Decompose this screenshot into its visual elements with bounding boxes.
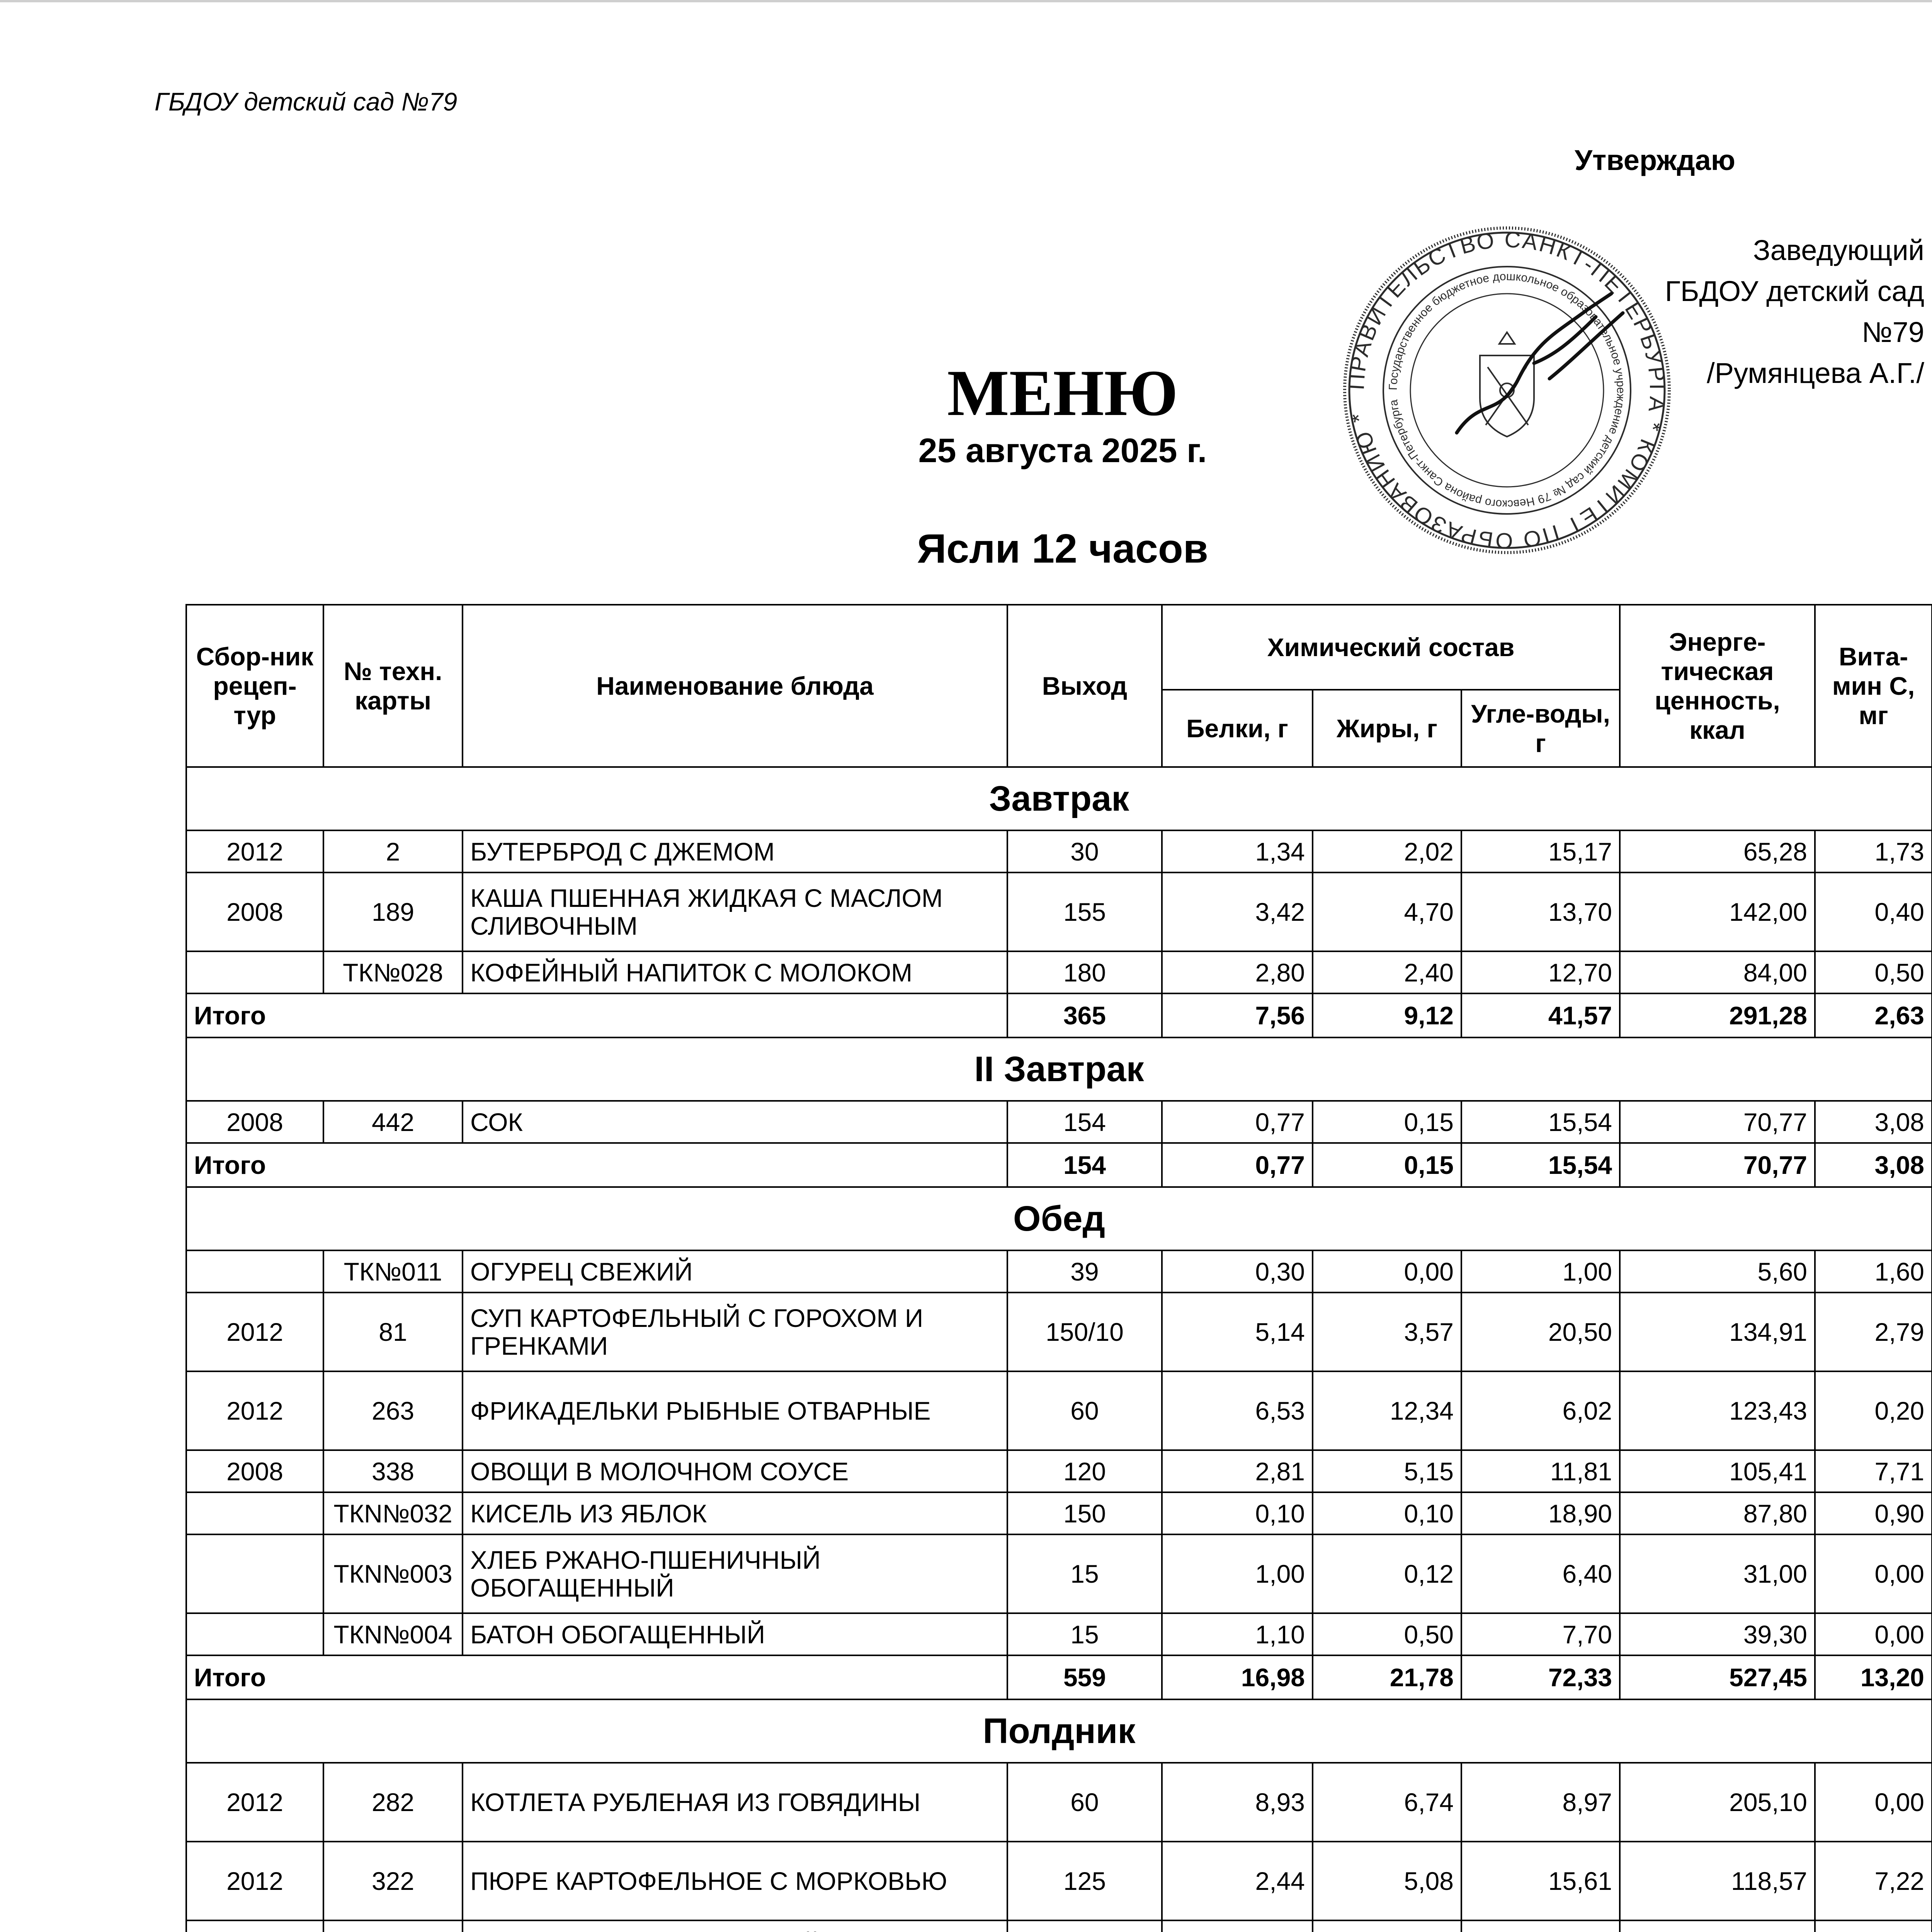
energy-cell: 5,60 — [1620, 1250, 1815, 1293]
yield-cell: 15 — [1007, 1534, 1162, 1613]
protein-cell: 0,30 — [1162, 1250, 1313, 1293]
header-dish-name: Наименование блюда — [463, 605, 1007, 767]
tech-card-cell: ТК№011 — [323, 1250, 463, 1293]
carbs-cell: 6,02 — [1461, 1371, 1620, 1450]
table-row — [186, 1842, 1932, 1920]
dish-name-cell: ОВОЩИ В МОЛОЧНОМ СОУСЕ — [463, 1450, 1007, 1492]
document-title: МЕНЮ — [947, 357, 1178, 429]
yield-cell: 39 — [1007, 1250, 1162, 1293]
carbs-cell: 13,70 — [1461, 872, 1620, 951]
recipe-book-cell: 2008 — [186, 1101, 323, 1143]
fat-cell: 0,10 — [1313, 1492, 1461, 1534]
section-row — [186, 1037, 1932, 1101]
energy-cell: 142,00 — [1620, 872, 1815, 951]
total-energy: 527,45 — [1620, 1655, 1815, 1699]
energy-cell: 39,30 — [1620, 1613, 1815, 1655]
carbs-cell: 15,61 — [1461, 1842, 1620, 1920]
table-row — [186, 1534, 1932, 1613]
tech-card-cell: ТКN№003 — [323, 1534, 463, 1613]
fat-cell: 5,15 — [1313, 1450, 1461, 1492]
tech-card-cell — [323, 1920, 463, 1932]
yield-cell: 60 — [1007, 1371, 1162, 1450]
organization-name: ГБДОУ детский сад №79 — [155, 87, 457, 116]
fat-cell: 3,57 — [1313, 1293, 1461, 1371]
table-row — [186, 1101, 1932, 1143]
vitamin-cell: 7,71 — [1815, 1450, 1932, 1492]
carbs-cell: 15,54 — [1461, 1101, 1620, 1143]
total-energy: 291,28 — [1620, 993, 1815, 1037]
energy-cell: 105,41 — [1620, 1450, 1815, 1492]
energy-cell: 205,10 — [1620, 1763, 1815, 1842]
table-row — [186, 830, 1932, 872]
approval-line: ГБДОУ детский сад №79 — [1665, 275, 1924, 348]
coat-of-arms-icon — [1480, 332, 1534, 437]
header-energy: Энерге-тическая ценность, ккал — [1620, 605, 1815, 767]
menu-body — [186, 767, 1932, 1932]
total-fat: 9,12 — [1313, 993, 1461, 1037]
carbs-cell: 15,17 — [1461, 830, 1620, 872]
fat-cell: 0,15 — [1313, 1101, 1461, 1143]
vitamin-cell: 2,79 — [1815, 1293, 1932, 1371]
yield-cell: 125 — [1007, 1842, 1162, 1920]
tech-card-cell: 282 — [323, 1763, 463, 1842]
total-fat: 21,78 — [1313, 1655, 1461, 1699]
recipe-book-cell — [186, 951, 323, 993]
section-row — [186, 1699, 1932, 1763]
dish-name-cell: БУТЕРБРОД С ДЖЕМОМ — [463, 830, 1007, 872]
fat-cell: 0,12 — [1313, 1534, 1461, 1613]
total-carbs: 41,57 — [1461, 993, 1620, 1037]
dish-name-cell: СУП КАРТОФЕЛЬНЫЙ С ГОРОХОМ И ГРЕНКАМИ — [463, 1293, 1007, 1371]
fat-cell: 5,08 — [1313, 1842, 1461, 1920]
carbs-cell — [1461, 1920, 1620, 1932]
yield-cell: 60 — [1007, 1763, 1162, 1842]
official-stamp — [1318, 216, 1696, 564]
yield-cell: 15 — [1007, 1613, 1162, 1655]
vitamin-cell: 0,90 — [1815, 1492, 1932, 1534]
carbs-cell: 7,70 — [1461, 1613, 1620, 1655]
total-yield: 559 — [1007, 1655, 1162, 1699]
tech-card-cell: ТКN№032 — [323, 1492, 463, 1534]
tech-card-cell: 338 — [323, 1450, 463, 1492]
group-name: Ясли 12 часов — [917, 526, 1208, 571]
energy-cell: 31,00 — [1620, 1534, 1815, 1613]
recipe-book-cell: 2012 — [186, 830, 323, 872]
dish-name-cell: ОГУРЕЦ СВЕЖИЙ — [463, 1250, 1007, 1293]
total-label: Итого — [186, 1143, 1007, 1187]
total-vitamin: 3,08 — [1815, 1143, 1932, 1187]
table-row — [186, 1763, 1932, 1842]
total-row — [186, 993, 1932, 1037]
dish-name-cell: КОТЛЕТА РУБЛЕНАЯ ИЗ ГОВЯДИНЫ — [463, 1763, 1007, 1842]
total-row — [186, 1143, 1932, 1187]
recipe-book-cell — [186, 1920, 323, 1932]
total-carbs: 72,33 — [1461, 1655, 1620, 1699]
header-carbs: Угле-воды, г — [1461, 690, 1620, 767]
fat-cell — [1313, 1920, 1461, 1932]
fat-cell: 2,40 — [1313, 951, 1461, 993]
total-yield: 365 — [1007, 993, 1162, 1037]
stamp-inner-text: Государственное бюджетное дошкольное образовательное учреждение детский сад № 79 Невского района Санкт-Петербурга — [1386, 270, 1628, 511]
recipe-book-cell — [186, 1250, 323, 1293]
protein-cell: 8,93 — [1162, 1763, 1313, 1842]
vitamin-cell: 0,50 — [1815, 951, 1932, 993]
tech-card-cell: 2 — [323, 830, 463, 872]
tech-card-cell: ТКN№004 — [323, 1613, 463, 1655]
energy-cell: 84,00 — [1620, 951, 1815, 993]
yield-cell: 120 — [1007, 1450, 1162, 1492]
carbs-cell: 8,97 — [1461, 1763, 1620, 1842]
protein-cell: 2,80 — [1162, 951, 1313, 993]
yield-cell: 30 — [1007, 830, 1162, 872]
tech-card-cell: 442 — [323, 1101, 463, 1143]
total-fat: 0,15 — [1313, 1143, 1461, 1187]
header-chemical-composition: Химический состав — [1162, 605, 1620, 690]
tech-card-cell: 263 — [323, 1371, 463, 1450]
table-row — [186, 1450, 1932, 1492]
protein-cell: 1,00 — [1162, 1534, 1313, 1613]
approval-line: /Румянцева А.Г./ — [1707, 357, 1924, 389]
section-row — [186, 767, 1932, 830]
carbs-cell: 20,50 — [1461, 1293, 1620, 1371]
total-protein: 16,98 — [1162, 1655, 1313, 1699]
table-row — [186, 1613, 1932, 1655]
protein-cell: 2,81 — [1162, 1450, 1313, 1492]
carbs-cell: 12,70 — [1461, 951, 1620, 993]
energy-cell: 87,80 — [1620, 1492, 1815, 1534]
stamp-outer-text: ПРАВИТЕЛЬСТВО САНКТ-ПЕТЕРБУРГА * КОМИТЕТ ПО ОБРАЗОВАНИЮ * — [1344, 227, 1670, 554]
dish-name-cell: ПЮРЕ КАРТОФЕЛЬНОЕ С МОРКОВЬЮ — [463, 1842, 1007, 1920]
recipe-book-cell: 2012 — [186, 1371, 323, 1450]
dish-name-cell: БАТОН ОБОГАЩЕННЫЙ — [463, 1613, 1007, 1655]
carbs-cell: 18,90 — [1461, 1492, 1620, 1534]
energy-cell: 118,57 — [1620, 1842, 1815, 1920]
fat-cell: 6,74 — [1313, 1763, 1461, 1842]
protein-cell: 1,10 — [1162, 1613, 1313, 1655]
section-title: Обед — [186, 1187, 1932, 1250]
section-title: II Завтрак — [186, 1037, 1932, 1101]
protein-cell: 5,14 — [1162, 1293, 1313, 1371]
total-vitamin: 2,63 — [1815, 993, 1932, 1037]
total-energy: 70,77 — [1620, 1143, 1815, 1187]
vitamin-cell: 0,20 — [1815, 1371, 1932, 1450]
yield-cell: 180 — [1007, 951, 1162, 993]
dish-name-cell: ХЛЕБ РЖАНО-ПШЕНИЧНЫЙ ОБОГАЩЕННЫЙ — [463, 1534, 1007, 1613]
protein-cell: 6,53 — [1162, 1371, 1313, 1450]
protein-cell — [1162, 1920, 1313, 1932]
vitamin-cell: 0,00 — [1815, 1534, 1932, 1613]
energy-cell — [1620, 1920, 1815, 1932]
protein-cell: 2,44 — [1162, 1842, 1313, 1920]
table-row — [186, 1250, 1932, 1293]
yield-cell: 155 — [1007, 872, 1162, 951]
carbs-cell: 6,40 — [1461, 1534, 1620, 1613]
header-fat: Жиры, г — [1313, 690, 1461, 767]
vitamin-cell: 0,00 — [1815, 1763, 1932, 1842]
total-protein: 0,77 — [1162, 1143, 1313, 1187]
total-yield: 154 — [1007, 1143, 1162, 1187]
tech-card-cell: 322 — [323, 1842, 463, 1920]
table-row — [186, 1492, 1932, 1534]
total-protein: 7,56 — [1162, 993, 1313, 1037]
tech-card-cell: 189 — [323, 872, 463, 951]
dish-name-cell: КИСЕЛЬ ИЗ ЯБЛОК — [463, 1492, 1007, 1534]
approval-line: Заведующий — [1753, 234, 1924, 266]
section-row — [186, 1187, 1932, 1250]
fat-cell: 12,34 — [1313, 1371, 1461, 1450]
recipe-book-cell — [186, 1492, 323, 1534]
dish-name-cell: КАША ПШЕННАЯ ЖИДКАЯ С МАСЛОМ СЛИВОЧНЫМ — [463, 872, 1007, 951]
recipe-book-cell: 2012 — [186, 1293, 323, 1371]
energy-cell: 70,77 — [1620, 1101, 1815, 1143]
fat-cell: 4,70 — [1313, 872, 1461, 951]
protein-cell: 3,42 — [1162, 872, 1313, 951]
scan-edge — [0, 0, 1932, 2]
fat-cell: 2,02 — [1313, 830, 1461, 872]
fat-cell: 0,50 — [1313, 1613, 1461, 1655]
header-vitamin-c: Вита-мин С, мг — [1815, 605, 1932, 767]
vitamin-cell: 1,60 — [1815, 1250, 1932, 1293]
header-protein: Белки, г — [1162, 690, 1313, 767]
protein-cell: 1,34 — [1162, 830, 1313, 872]
energy-cell: 65,28 — [1620, 830, 1815, 872]
energy-cell: 123,43 — [1620, 1371, 1815, 1450]
recipe-book-cell: 2008 — [186, 872, 323, 951]
dish-name-cell: СОК — [463, 1101, 1007, 1143]
table-row — [186, 1920, 1932, 1932]
energy-cell: 134,91 — [1620, 1293, 1815, 1371]
table-row — [186, 1371, 1932, 1450]
section-title: Полдник — [186, 1699, 1932, 1763]
carbs-cell: 11,81 — [1461, 1450, 1620, 1492]
section-title: Завтрак — [186, 767, 1932, 830]
header-yield: Выход — [1007, 605, 1162, 767]
recipe-book-cell: 2012 — [186, 1763, 323, 1842]
vitamin-cell — [1815, 1920, 1932, 1932]
recipe-book-cell: 2012 — [186, 1842, 323, 1920]
table-row — [186, 1293, 1932, 1371]
recipe-book-cell: 2008 — [186, 1450, 323, 1492]
header-recipe-book: Сбор-ник рецеп-тур — [186, 605, 323, 767]
vitamin-cell: 0,00 — [1815, 1613, 1932, 1655]
header-tech-card: № техн. карты — [323, 605, 463, 767]
yield-cell: 154 — [1007, 1101, 1162, 1143]
dish-name-cell — [463, 1920, 1007, 1932]
table-row — [186, 951, 1932, 993]
menu-table — [185, 604, 1932, 1932]
total-label: Итого — [186, 993, 1007, 1037]
table-row — [186, 872, 1932, 951]
vitamin-cell: 3,08 — [1815, 1101, 1932, 1143]
tech-card-cell: ТК№028 — [323, 951, 463, 993]
yield-cell: 150/10 — [1007, 1293, 1162, 1371]
yield-cell — [1007, 1920, 1162, 1932]
tech-card-cell: 81 — [323, 1293, 463, 1371]
vitamin-cell: 1,73 — [1815, 830, 1932, 872]
total-row — [186, 1655, 1932, 1699]
protein-cell: 0,77 — [1162, 1101, 1313, 1143]
carbs-cell: 1,00 — [1461, 1250, 1620, 1293]
total-vitamin: 13,20 — [1815, 1655, 1932, 1699]
dish-name-cell: ФРИКАДЕЛЬКИ РЫБНЫЕ ОТВАРНЫЕ — [463, 1371, 1007, 1450]
approval-title: Утверждаю — [1575, 144, 1735, 176]
dish-name-cell: КОФЕЙНЫЙ НАПИТОК С МОЛОКОМ — [463, 951, 1007, 993]
menu-date: 25 августа 2025 г. — [918, 431, 1207, 469]
recipe-book-cell — [186, 1534, 323, 1613]
vitamin-cell: 7,22 — [1815, 1842, 1932, 1920]
fat-cell: 0,00 — [1313, 1250, 1461, 1293]
protein-cell: 0,10 — [1162, 1492, 1313, 1534]
total-carbs: 15,54 — [1461, 1143, 1620, 1187]
total-label: Итого — [186, 1655, 1007, 1699]
recipe-book-cell — [186, 1613, 323, 1655]
vitamin-cell: 0,40 — [1815, 872, 1932, 951]
yield-cell: 150 — [1007, 1492, 1162, 1534]
